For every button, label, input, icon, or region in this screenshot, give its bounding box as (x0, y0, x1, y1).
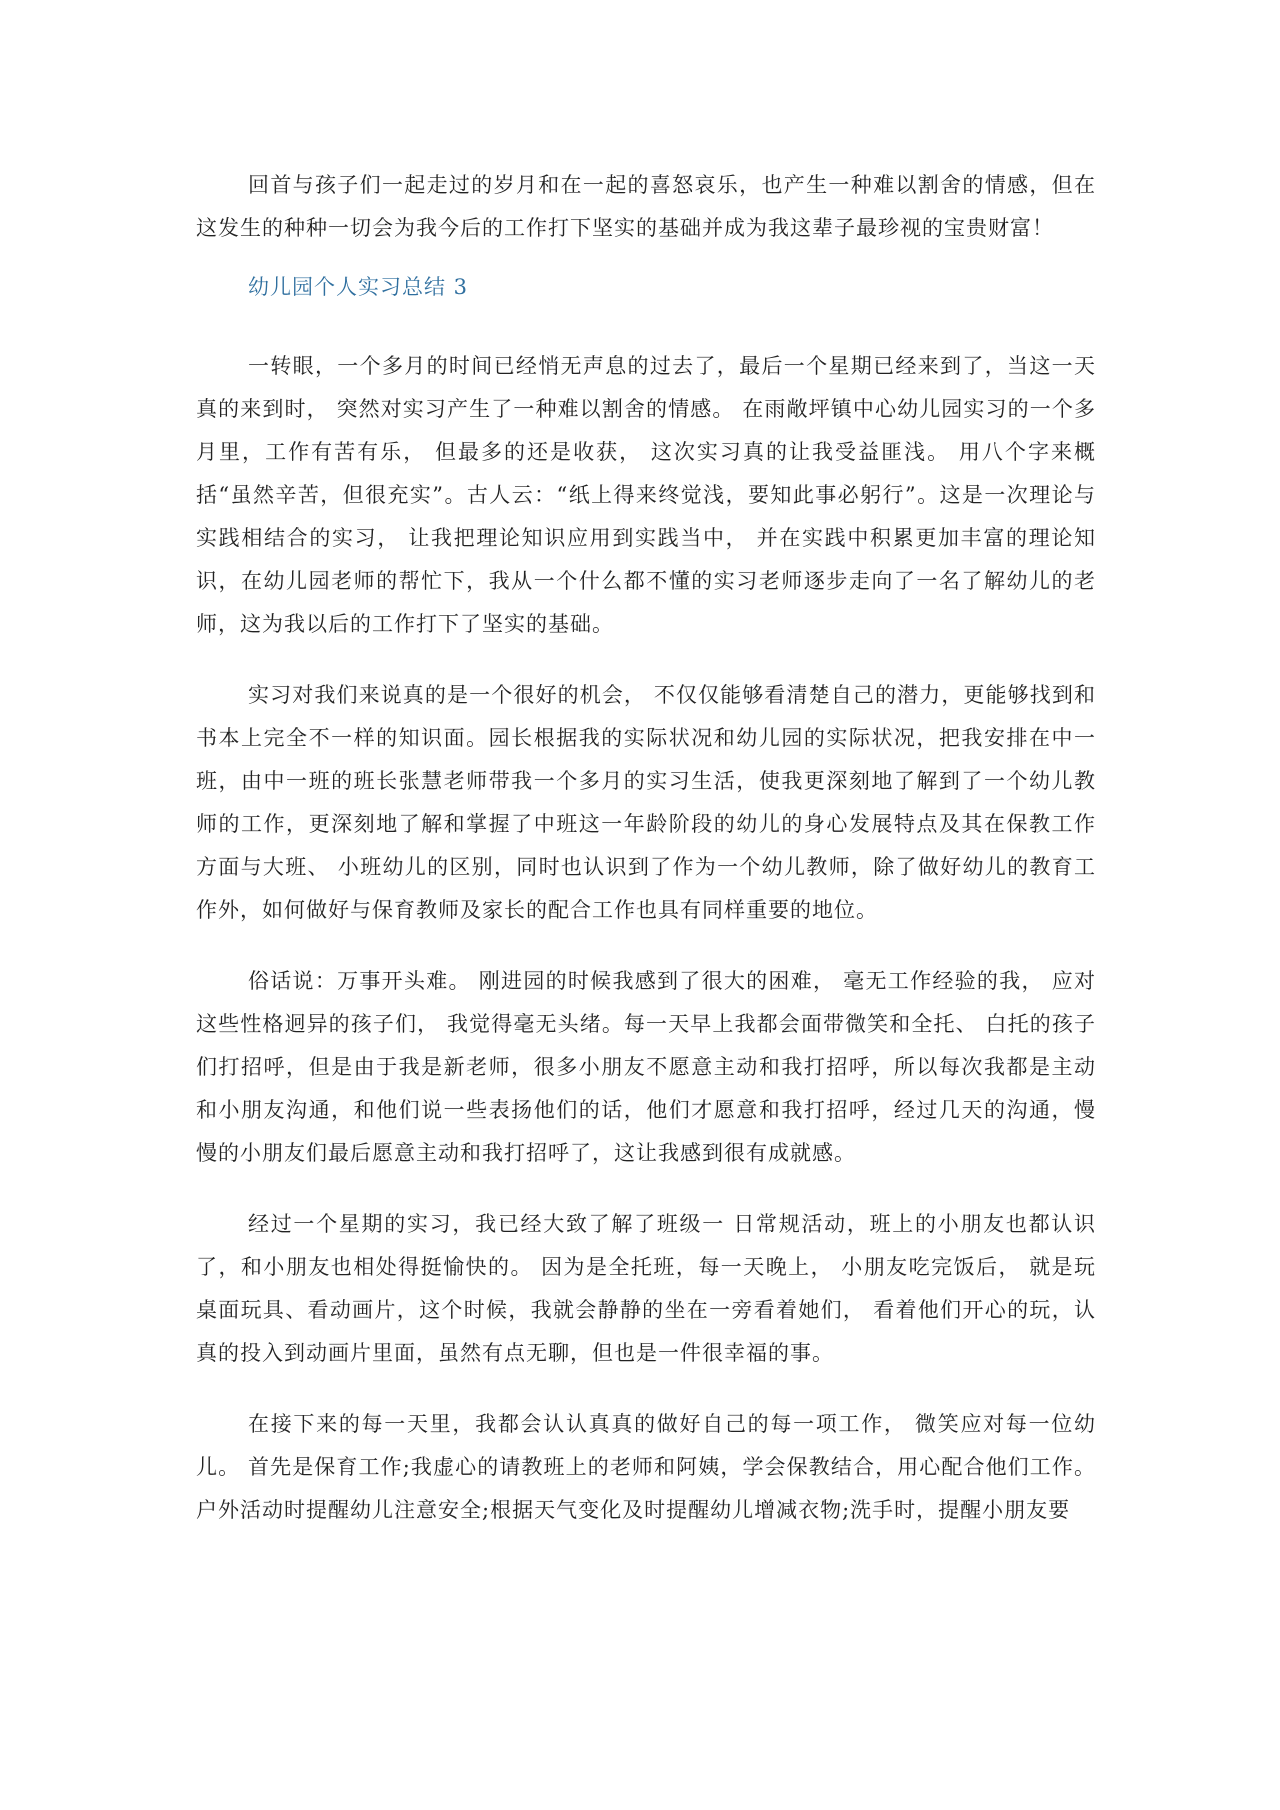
document-page (196, 164, 1096, 1560)
body-paragraph-3: 俗话说：万事开头难。 刚进园的时候我感到了很大的困难， 毫无工作经验的我， 应对这些性格迥异的孩子们， 我觉得毫无头绪。每一天早上我都会面带微笑和全托、 白托的孩子们打招呼，但是由于我是新老师，很多小朋友不愿意主动和我打招呼，所以每次我都是主动和小朋友沟通，和他们说一些表扬他们的话，他们才愿意和我打招呼，经过几天的沟通，慢慢的小朋友们最后愿意主动和我打招呼了，这让我感到很有成就感。 (196, 969, 1096, 1165)
body-paragraph-1: 一转眼，一个多月的时间已经悄无声息的过去了，最后一个星期已经来到了，当这一天真的来到时， 突然对实习产生了一种难以割舍的情感。 在雨敞坪镇中心幼儿园实习的一个多月里，工作有苦有乐， 但最多的还是收获， 这次实习真的让我受益匪浅。 用八个字来概括“虽然辛苦，但很充实”。古人云：“纸上得来终觉浅，要知此事必躬行”。这是一次理论与实践相结合的实习， 让我把理论知识应用到实践当中， 并在实践中积累更加丰富的理论知识，在幼儿园老师的帮忙下，我从一个什么都不懂的实习老师逐步走向了一名了解幼儿的老师，这为我以后的工作打下了坚实的基础。 (196, 354, 1096, 636)
section-title: 幼儿园个人实习总结 3 (248, 275, 469, 299)
intro-paragraph: 回首与孩子们一起走过的岁月和在一起的喜怒哀乐，也产生一种难以割舍的情感，但在这发生的种种一切会为我今后的工作打下坚实的基础并成为我这辈子最珍视的宝贵财富！ (196, 173, 1096, 240)
body-paragraph-2: 实习对我们来说真的是一个很好的机会， 不仅仅能够看清楚自己的潜力，更能够找到和书本上完全不一样的知识面。园长根据我的实际状况和幼儿园的实际状况，把我安排在中一班，由中一班的班长张慧老师带我一个多月的实习生活，使我更深刻地了解到了一个幼儿教师的工作，更深刻地了解和掌握了中班这一年龄阶段的幼儿的身心发展特点及其在保教工作方面与大班、 小班幼儿的区别，同时也认识到了作为一个幼儿教师，除了做好幼儿的教育工作外，如何做好与保育教师及家长的配合工作也具有同样重要的地位。 (196, 683, 1096, 922)
body-paragraph-4: 经过一个星期的实习，我已经大致了解了班级一 日常规活动，班上的小朋友也都认识了，和小朋友也相处得挺愉快的。 因为是全托班，每一天晚上， 小朋友吃完饭后， 就是玩桌面玩具、看动画片，这个时候，我就会静静的坐在一旁看着她们， 看着他们开心的玩，认真的投入到动画片里面，虽然有点无聊，但也是一件很幸福的事。 (196, 1212, 1096, 1365)
body-paragraph-5: 在接下来的每一天里，我都会认认真真的做好自己的每一项工作， 微笑应对每一位幼儿。 首先是保育工作;我虚心的请教班上的老师和阿姨，学会保教结合，用心配合他们工作。户外活动时提醒幼儿注意安全;根据天气变化及时提醒幼儿增减衣物;洗手时，提醒小朋友要 (196, 1412, 1096, 1522)
